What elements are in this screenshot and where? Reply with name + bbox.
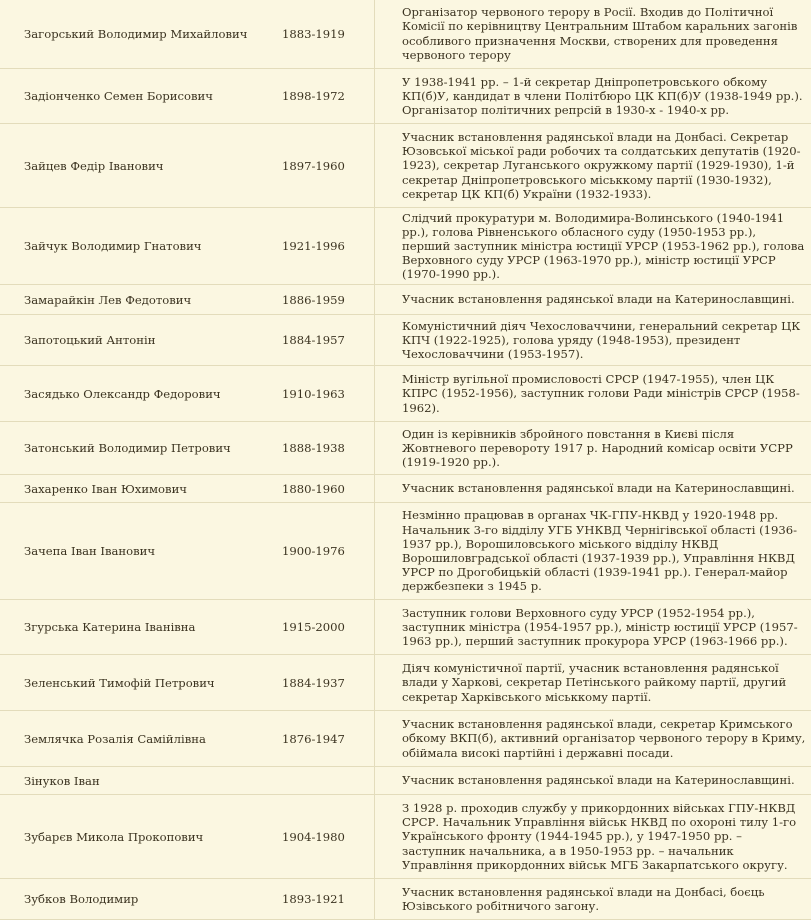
table-row	[0, 767, 811, 795]
table-row	[0, 475, 811, 503]
person-description: Один із керівників збройного повстання в Києві після Жовтневого перевороту 1917 р. Народний комісар освіти УСРР (1919-1920 рр.).	[374, 422, 811, 474]
life-years: 1915-2000	[282, 620, 345, 634]
table-row	[0, 422, 811, 475]
life-years: 1898-1972	[282, 89, 345, 103]
person-name: Загорський Володимир Михайлович	[24, 26, 248, 41]
life-years: 1876-1947	[282, 731, 345, 746]
table-row	[0, 711, 811, 767]
person-name: Зінуков Іван	[24, 773, 100, 788]
person-description: Учасник встановлення радянської влади на Катеринославщині.	[374, 475, 811, 502]
person-name: Задіонченко Семен Борисович	[24, 89, 213, 103]
person-name: Зубарєв Микола Прокопович	[24, 829, 204, 844]
person-description: З 1928 р. проходив службу у прикордонних військах ГПУ-НКВД СРСР. Начальник Управління військ НКВД по охороні тилу 1-го Українського фронту (1944-1945 рр.), у 1947-1950 рр. – заступник начальника, а в 1950-1953 рр. – начальник Управління прикордонних військ МГБ Закарпатського округу.	[374, 795, 811, 878]
table-row	[0, 366, 811, 422]
person-description: Комуністичний діяч Чехословаччини, генеральний секретар ЦК КПЧ (1922-1925), голова уряду (1948-1953), президент Чехословаччини (1953-1957).	[374, 315, 811, 365]
table-row	[0, 795, 811, 879]
person-description: Учасник встановлення радянської влади на Донбасі, боєць Юзівського робітничого загону.	[374, 879, 811, 919]
table-row	[0, 655, 811, 711]
life-years: 1900-1976	[282, 544, 345, 558]
person-description: Учасник встановлення радянської влади, секретар Кримського обкому ВКП(б), активний організатор червоного терору в Криму, обіймала високі партійні і державні посади.	[374, 711, 811, 766]
table-row	[0, 600, 811, 655]
person-name: Зайцев Федір Іванович	[24, 158, 164, 173]
person-description: Учасник встановлення радянської влади на Донбасі. Секретар Юзовської міської ради робочих та солдатських депутатів (1920-1923), секретар Луганського окружкому партії (1929-1930), 1-й секретар Дніпропетровського міськкому партії (1930-1932), секретар ЦК КП(б) України (1932-1933).	[374, 124, 811, 207]
table-row	[0, 0, 811, 69]
life-years: 1884-1957	[282, 333, 345, 347]
person-description: У 1938-1941 рр. – 1-й секретар Дніпропетровського обкому КП(б)У, кандидат в члени Політбюро ЦК КП(б)У (1938-1949 рр.). Організатор політичних репрсій в 1930-х - 1940-х рр.	[374, 69, 811, 123]
table-row	[0, 285, 811, 315]
person-description: Учасник встановлення радянської влади на Катеринославщині.	[374, 767, 811, 794]
person-description: Заступник голови Верховного суду УРСР (1952-1954 рр.), заступник міністра (1954-1957 рр.), міністр юстиції УРСР (1957-1963 рр.), перший заступник прокурора УРСР (1963-1966 рр.).	[374, 600, 811, 654]
person-description: Організатор червоного терору в Росії. Входив до Політичної Комісії по керівництву Центральним Штабом каральних загонів особливого призначення Москви, створених для проведення червоного терору	[374, 0, 811, 68]
person-name: Землячка Розалія Самійлівна	[24, 731, 206, 746]
life-years: 1883-1919	[282, 26, 345, 41]
life-years: 1880-1960	[282, 481, 345, 496]
person-description: Незмінно працював в органах ЧК-ГПУ-НКВД у 1920-1948 рр. Начальник 3-го відділу УГБ УНКВД Чернігівської області (1936-1937 рр.), Ворошиловського міського відділу НКВД Ворошиловградської області (1937-1939 рр.), Управління НКВД УРСР по Дрогобицькій області (1939-1941 рр.). Генерал-майор держбезпеки з 1945 р.	[374, 503, 811, 599]
life-years: 1910-1963	[282, 386, 345, 401]
person-name: Зубков Володимир	[24, 892, 139, 906]
table-row	[0, 503, 811, 600]
table-row	[0, 879, 811, 920]
person-name: Захаренко Іван Юхимович	[24, 481, 187, 496]
life-years: 1904-1980	[282, 829, 345, 844]
life-years: 1888-1938	[282, 441, 345, 455]
person-name: Зачепа Іван Іванович	[24, 544, 156, 558]
person-name: Зайчук Володимир Гнатович	[24, 239, 202, 253]
life-years: 1886-1959	[282, 292, 345, 307]
person-description: Учасник встановлення радянської влади на Катеринославщині.	[374, 285, 811, 314]
person-description: Діяч комуністичної партії, учасник встановлення радянської влади у Харкові, секретар Петінського райкому партії, другий секретар Харківського міськкому партії.	[374, 655, 811, 710]
person-name: Затонський Володимир Петрович	[24, 441, 231, 455]
person-name: Зеленський Тимофій Петрович	[24, 675, 215, 690]
person-description: Міністр вугільної промисловості СРСР (1947-1955), член ЦК КПРС (1952-1956), заступник голови Ради міністрів СРСР (1958-1962).	[374, 366, 811, 421]
table-row	[0, 69, 811, 124]
life-years: 1884-1937	[282, 675, 345, 690]
table-row	[0, 208, 811, 285]
table-row	[0, 315, 811, 366]
person-name: Згурська Катерина Іванівна	[24, 620, 196, 634]
life-years: 1921-1996	[282, 239, 345, 253]
person-name: Замарайкін Лев Федотович	[24, 292, 192, 307]
person-name: Запотоцький Антонін	[24, 333, 156, 347]
person-description: Слідчий прокуратури м. Володимира-Волинського (1940-1941 рр.), голова Рівненського обласного суду (1950-1953 рр.), перший заступник міністра юстиції УРСР (1953-1962 рр.), голова Верховного суду УРСР (1963-1970 рр.), міністр юстиції УРСР (1970-1990 рр.).	[374, 208, 811, 284]
life-years: 1893-1921	[282, 892, 345, 906]
person-name: Засядько Олександр Федорович	[24, 386, 221, 401]
life-years: 1897-1960	[282, 158, 345, 173]
table-row	[0, 124, 811, 208]
